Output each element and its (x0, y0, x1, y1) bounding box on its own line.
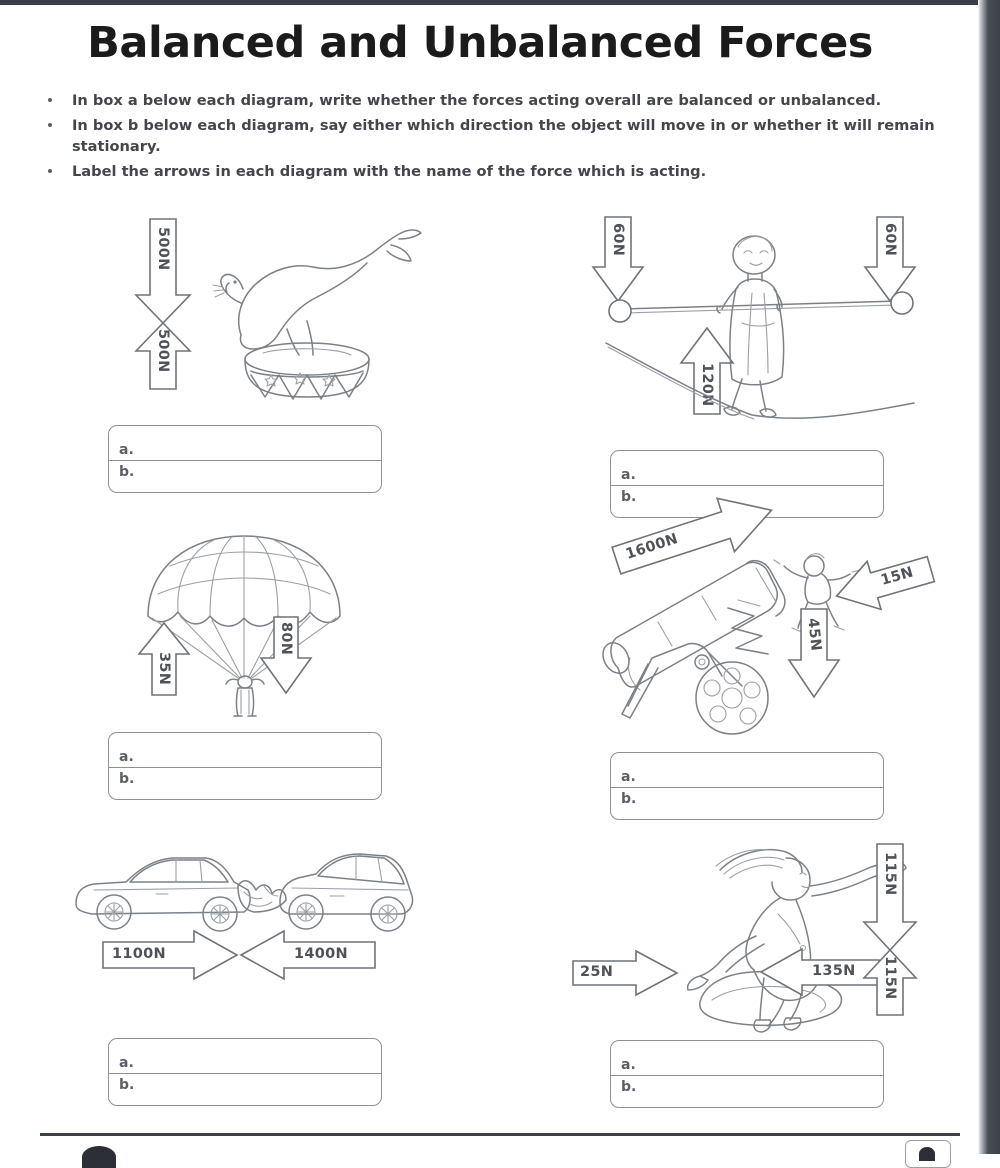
force-arrow-25n-right (570, 948, 680, 998)
force-label-q1-down: 500N (155, 227, 171, 271)
force-arrow-45n-down (786, 606, 842, 700)
answer-box-q6[interactable] (610, 1040, 884, 1108)
force-label-q4-air: 15N (879, 564, 916, 589)
answer-label-a-q4: a. (621, 769, 636, 785)
force-arrow-35n-up (136, 620, 192, 698)
force-label-q5-right-car: 1400N (294, 946, 348, 962)
force-label-q3-up: 35N (156, 652, 172, 686)
force-label-q6-weight: 115N (882, 852, 898, 896)
answer-label-b-q3: b. (119, 771, 135, 787)
force-label-q6-drag: 135N (812, 963, 856, 979)
answer-box-q4[interactable] (610, 752, 884, 820)
force-label-q1-up: 500N (155, 329, 171, 373)
instruction-item-3: Label the arrows in each diagram with the name of the force which is acting. (42, 161, 942, 182)
answer-divider-q5 (109, 1073, 381, 1074)
answer-divider-q3 (109, 767, 381, 768)
force-label-q2-left: 60N (610, 223, 626, 257)
force-label-q4-weight: 45N (804, 617, 824, 652)
answer-label-b-q4: b. (621, 791, 637, 807)
answer-label-a-q2: a. (621, 467, 636, 483)
force-label-q4-thrust: 1600N (623, 530, 681, 563)
force-label-q6-forward: 25N (580, 964, 614, 980)
force-arrow-1400n-left (238, 928, 378, 982)
force-arrow-1100n-right (100, 928, 240, 982)
answer-box-q5[interactable] (108, 1038, 382, 1106)
page-bottom-divider (40, 1133, 960, 1136)
answer-label-b-q5: b. (119, 1077, 135, 1093)
tightrope-walker-illustration (602, 223, 922, 423)
answer-divider-q1 (109, 460, 381, 461)
instruction-item-2: In box b below each diagram, say either which direction the object will move in or whether it will remain stationary. (42, 115, 942, 157)
question-6 (560, 840, 940, 1140)
answer-label-b-q1: b. (119, 464, 135, 480)
question-2 (590, 215, 930, 525)
answer-label-b-q6: b. (621, 1079, 637, 1095)
answer-box-q3[interactable] (108, 732, 382, 800)
force-arrow-80n-down (258, 614, 314, 696)
question-4 (590, 530, 930, 820)
answer-box-q1[interactable] (108, 425, 382, 493)
answer-divider-q6 (611, 1075, 883, 1076)
force-arrow-pair-500n (128, 217, 198, 392)
instruction-item-1: In box a below each diagram, write whether the forces acting overall are balanced or unbalanced. (42, 90, 942, 111)
question-5 (60, 840, 430, 1110)
force-label-q3-down: 80N (278, 622, 294, 656)
force-label-q6-upthrust: 115N (882, 956, 898, 1000)
answer-label-a-q1: a. (119, 442, 134, 458)
question-1 (100, 215, 430, 515)
answer-label-a-q3: a. (119, 749, 134, 765)
bottom-left-handle[interactable] (82, 1146, 116, 1168)
seal-on-drum-illustration (195, 225, 425, 405)
right-window-edge (978, 0, 1000, 1154)
force-label-q2-right: 60N (882, 223, 898, 257)
force-label-q5-left-car: 1100N (112, 946, 166, 962)
force-label-q2-up: 120N (699, 363, 715, 407)
page-title: Balanced and Unbalanced Forces (87, 18, 873, 68)
answer-label-b-q2: b. (621, 489, 637, 505)
instructions-list (42, 90, 942, 186)
answer-divider-q4 (611, 787, 883, 788)
answer-label-a-q6: a. (621, 1057, 636, 1073)
question-3 (100, 520, 430, 810)
force-arrow-pair-115n (860, 842, 920, 1018)
answer-label-a-q5: a. (119, 1055, 134, 1071)
bottom-right-button[interactable] (905, 1140, 951, 1168)
